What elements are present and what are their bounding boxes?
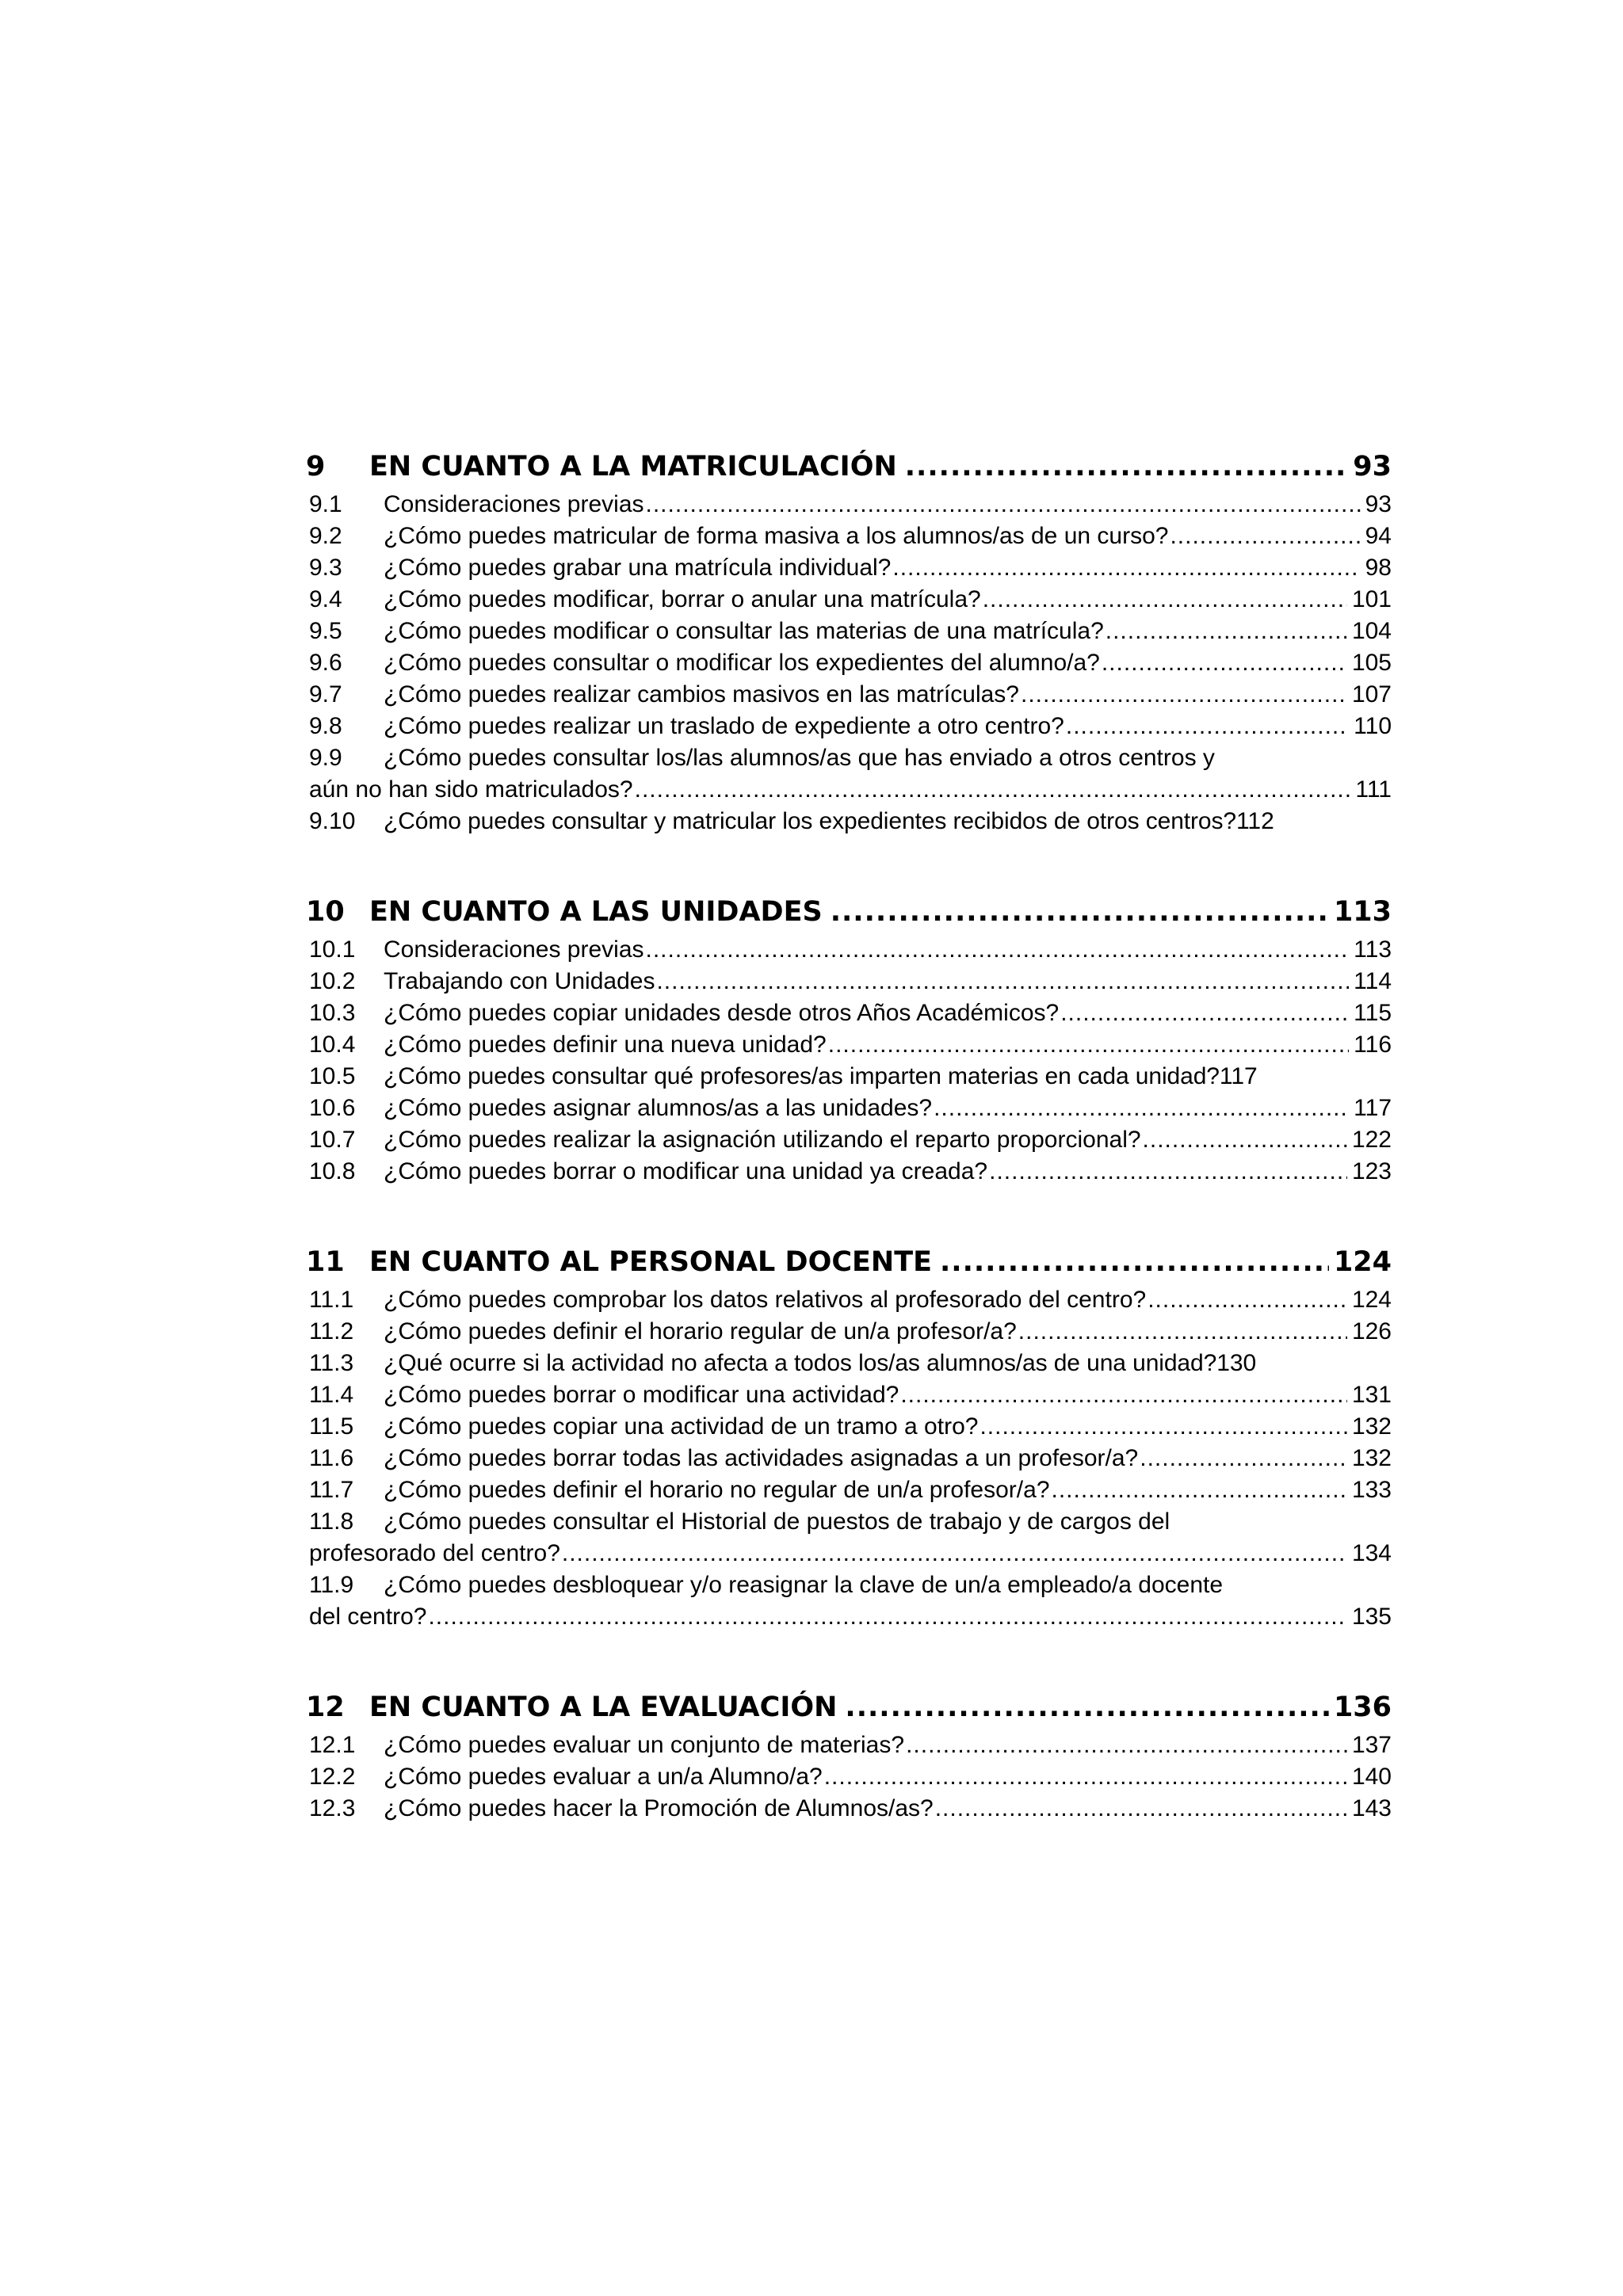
table-of-contents <box>306 448 1392 1880</box>
toc-entry[interactable] <box>306 647 1392 679</box>
dot-leader <box>562 1538 1347 1569</box>
entry-page-number: 107 <box>1351 681 1392 707</box>
toc-entry[interactable] <box>306 1379 1392 1411</box>
entry-page-number: 116 <box>1354 1032 1392 1058</box>
entry-number: 9.4 <box>309 586 342 612</box>
dot-leader <box>1021 679 1347 711</box>
entry-page-number: 131 <box>1351 1382 1392 1408</box>
dot-leader <box>831 893 1329 931</box>
dot-leader <box>1106 616 1347 647</box>
entry-page-number: 130 <box>1216 1350 1257 1376</box>
toc-entry[interactable] <box>306 679 1392 711</box>
dot-leader <box>1140 1443 1347 1474</box>
entry-page-number: 111 <box>1355 776 1392 803</box>
entry-number: 10.2 <box>309 968 356 994</box>
entry-title: ¿Cómo puedes definir una nueva unidad? <box>384 1032 827 1058</box>
entry-number: 9.9 <box>309 745 342 771</box>
entry-page-number: 132 <box>1351 1445 1392 1471</box>
dot-leader <box>905 448 1349 486</box>
entry-number: 11.1 <box>309 1287 354 1313</box>
entry-number: 9.3 <box>309 555 342 581</box>
entry-number: 11.5 <box>309 1413 354 1440</box>
entry-number: 11.4 <box>309 1382 354 1408</box>
entry-title: ¿Cómo puedes modificar o consultar las materias de una matrícula? <box>384 618 1104 644</box>
entry-page-number: 94 <box>1365 523 1392 549</box>
entry-page-number: 114 <box>1354 968 1392 994</box>
entry-page-number: 126 <box>1351 1318 1392 1344</box>
dot-leader <box>1060 997 1349 1029</box>
entry-title: ¿Cómo puedes copiar unidades desde otros Años Académicos? <box>384 1000 1060 1026</box>
toc-entry[interactable] <box>306 934 1392 966</box>
toc-entry[interactable] <box>306 1348 1392 1379</box>
dot-leader <box>828 1029 1349 1061</box>
entry-title: ¿Cómo puedes evaluar un conjunto de materias? <box>384 1732 905 1758</box>
toc-entry[interactable] <box>306 616 1392 647</box>
entry-page-number: 105 <box>1351 650 1392 676</box>
entry-number: 11.2 <box>309 1318 354 1344</box>
entry-title-line-1: ¿Cómo puedes consultar los/las alumnos/as que has enviado a otros centros y <box>384 745 1215 771</box>
dot-leader <box>1102 647 1347 679</box>
section-page-number: 136 <box>1333 1691 1392 1723</box>
entry-page-number: 117 <box>1354 1095 1392 1121</box>
dot-leader <box>934 1093 1349 1124</box>
entry-title: ¿Cómo puedes consultar y matricular los expedientes recibidos de otros centros? <box>384 808 1236 834</box>
entry-number: 11.9 <box>309 1572 354 1598</box>
toc-entry[interactable] <box>306 1061 1392 1093</box>
entry-title: Consideraciones previas <box>384 491 644 517</box>
entry-title: ¿Cómo puedes borrar o modificar una unidad ya creada? <box>384 1158 988 1184</box>
entry-title: ¿Cómo puedes consultar o modificar los expedientes del alumno/a? <box>384 650 1100 676</box>
entry-title: ¿Cómo puedes borrar o modificar una actividad? <box>384 1382 899 1408</box>
section-number: 12 <box>306 1691 345 1723</box>
entry-page-number: 104 <box>1351 618 1392 644</box>
toc-entry[interactable] <box>306 1569 1392 1601</box>
toc-entry[interactable] <box>306 1443 1392 1474</box>
section-number: 9 <box>306 451 326 482</box>
toc-entry-continuation[interactable] <box>306 1601 1392 1633</box>
dot-leader <box>983 584 1347 616</box>
entry-number: 9.6 <box>309 650 342 676</box>
entry-title-line-2: del centro? <box>309 1604 427 1630</box>
dot-leader <box>635 774 1351 806</box>
toc-entry[interactable] <box>306 584 1392 616</box>
dot-leader <box>824 1761 1347 1793</box>
toc-entry[interactable] <box>306 1474 1392 1506</box>
toc-entry[interactable] <box>306 742 1392 774</box>
dot-leader <box>1143 1124 1347 1156</box>
entry-number: 9.7 <box>309 681 342 707</box>
entry-page-number: 122 <box>1351 1127 1392 1153</box>
entry-number: 10.5 <box>309 1063 356 1089</box>
entry-title: ¿Cómo puedes realizar la asignación utilizando el reparto proporcional? <box>384 1127 1141 1153</box>
entry-page-number: 110 <box>1354 713 1392 739</box>
entry-number: 12.3 <box>309 1795 356 1821</box>
section-page-number: 124 <box>1333 1246 1392 1278</box>
entry-page-number: 115 <box>1354 1000 1392 1026</box>
entry-number: 10.7 <box>309 1127 356 1153</box>
dot-leader <box>1066 711 1349 742</box>
entry-number: 10.8 <box>309 1158 356 1184</box>
toc-entry[interactable] <box>306 1761 1392 1793</box>
section-heading[interactable] <box>306 1688 1392 1726</box>
toc-entry[interactable] <box>306 1124 1392 1156</box>
entry-page-number: 133 <box>1351 1477 1392 1503</box>
section-number: 11 <box>306 1246 345 1278</box>
toc-section-11 <box>306 1243 1392 1633</box>
toc-entry[interactable] <box>306 806 1426 837</box>
entry-number: 11.7 <box>309 1477 354 1503</box>
entry-page-number: 132 <box>1351 1413 1392 1440</box>
entry-number: 11.3 <box>309 1350 354 1376</box>
entry-page-number: 117 <box>1219 1063 1258 1089</box>
dot-leader <box>646 489 1361 521</box>
toc-entry[interactable] <box>306 966 1392 997</box>
entry-page-number: 137 <box>1351 1732 1392 1758</box>
section-title: EN CUANTO A LAS UNIDADES <box>369 896 823 928</box>
section-title: EN CUANTO AL PERSONAL DOCENTE <box>369 1246 932 1278</box>
entry-title: ¿Qué ocurre si la actividad no afecta a todos los/as alumnos/as de una unidad? <box>384 1350 1217 1376</box>
entry-title-line-2: aún no han sido matriculados? <box>309 776 633 803</box>
entry-title: Consideraciones previas <box>384 936 644 963</box>
dot-leader <box>1148 1284 1347 1316</box>
entry-number: 9.5 <box>309 618 342 644</box>
dot-leader <box>1170 521 1360 552</box>
toc-entry[interactable] <box>306 552 1392 584</box>
entry-number: 9.2 <box>309 523 342 549</box>
entry-number: 9.8 <box>309 713 342 739</box>
entry-title: ¿Cómo puedes asignar alumnos/as a las unidades? <box>384 1095 933 1121</box>
entry-page-number: 123 <box>1351 1158 1392 1184</box>
entry-title: Trabajando con Unidades <box>384 968 655 994</box>
dot-leader <box>892 552 1360 584</box>
entry-number: 9.1 <box>309 491 342 517</box>
entry-page-number: 140 <box>1351 1764 1392 1790</box>
section-title: EN CUANTO A LA MATRICULACIÓN <box>369 451 897 482</box>
entry-title: ¿Cómo puedes definir el horario regular de un/a profesor/a? <box>384 1318 1017 1344</box>
section-heading[interactable] <box>306 893 1392 931</box>
section-heading[interactable] <box>306 1243 1392 1281</box>
entry-page-number: 101 <box>1351 586 1392 612</box>
entry-number: 11.6 <box>309 1445 354 1471</box>
dot-leader <box>845 1688 1329 1726</box>
toc-entry[interactable] <box>306 1093 1392 1124</box>
entry-number: 10.1 <box>309 936 356 963</box>
toc-entry[interactable] <box>306 521 1392 552</box>
entry-page-number: 98 <box>1365 555 1392 581</box>
section-title: EN CUANTO A LA EVALUACIÓN <box>369 1691 838 1723</box>
entry-number: 10.6 <box>309 1095 356 1121</box>
toc-entry[interactable] <box>306 1730 1392 1761</box>
entry-title: ¿Cómo puedes modificar, borrar o anular una matrícula? <box>384 586 981 612</box>
dot-leader <box>900 1379 1347 1411</box>
toc-section-12 <box>306 1688 1392 1825</box>
dot-leader <box>646 934 1350 966</box>
section-number: 10 <box>306 896 345 928</box>
entry-page-number: 134 <box>1351 1540 1392 1566</box>
dot-leader <box>1018 1316 1347 1348</box>
dot-leader <box>656 966 1349 997</box>
entry-title: ¿Cómo puedes matricular de forma masiva a los alumnos/as de un curso? <box>384 523 1169 549</box>
toc-section-10 <box>306 893 1392 1188</box>
entry-number: 10.3 <box>309 1000 356 1026</box>
entry-number: 12.1 <box>309 1732 356 1758</box>
section-page-number: 93 <box>1353 451 1392 482</box>
dot-leader <box>1052 1474 1347 1506</box>
entry-page-number: 112 <box>1235 808 1274 834</box>
toc-entry[interactable] <box>306 1284 1392 1316</box>
entry-title: ¿Cómo puedes grabar una matrícula individual? <box>384 555 892 581</box>
toc-entry[interactable] <box>306 489 1392 521</box>
entry-title: ¿Cómo puedes copiar una actividad de un tramo a otro? <box>384 1413 979 1440</box>
toc-entry[interactable] <box>306 1029 1392 1061</box>
dot-leader <box>989 1156 1347 1188</box>
entry-page-number: 124 <box>1351 1287 1392 1313</box>
toc-entry[interactable] <box>306 1411 1392 1443</box>
dot-leader <box>906 1730 1347 1761</box>
entry-title: ¿Cómo puedes evaluar a un/a Alumno/a? <box>384 1764 823 1790</box>
entry-title: ¿Cómo puedes hacer la Promoción de Alumnos/as? <box>384 1795 934 1821</box>
section-page-number: 113 <box>1333 896 1392 928</box>
entry-title: ¿Cómo puedes borrar todas las actividades asignadas a un profesor/a? <box>384 1445 1139 1471</box>
section-heading[interactable] <box>306 448 1392 486</box>
entry-title: ¿Cómo puedes definir el horario no regular de un/a profesor/a? <box>384 1477 1050 1503</box>
entry-page-number: 143 <box>1351 1795 1392 1821</box>
dot-leader <box>935 1793 1347 1825</box>
entry-title: ¿Cómo puedes comprobar los datos relativos al profesorado del centro? <box>384 1287 1147 1313</box>
toc-entry[interactable] <box>306 711 1392 742</box>
entry-page-number: 135 <box>1351 1604 1392 1630</box>
dot-leader <box>428 1601 1347 1633</box>
entry-title: ¿Cómo puedes consultar qué profesores/as imparten materias en cada unidad? <box>384 1063 1220 1089</box>
toc-entry[interactable] <box>306 1316 1392 1348</box>
toc-entry[interactable] <box>306 997 1392 1029</box>
toc-entry[interactable] <box>306 1793 1392 1825</box>
toc-section-9 <box>306 448 1392 837</box>
toc-entry[interactable] <box>306 1506 1392 1538</box>
entry-title-line-1: ¿Cómo puedes consultar el Historial de puestos de trabajo y de cargos del <box>384 1508 1170 1535</box>
dot-leader <box>940 1243 1329 1281</box>
entry-title-line-2: profesorado del centro? <box>309 1540 560 1566</box>
entry-number: 9.10 <box>309 808 356 834</box>
entry-page-number: 113 <box>1354 936 1392 963</box>
dot-leader <box>980 1411 1346 1443</box>
toc-entry-continuation[interactable] <box>306 774 1392 806</box>
entry-page-number: 93 <box>1365 491 1392 517</box>
entry-number: 10.4 <box>309 1032 356 1058</box>
entry-title-line-1: ¿Cómo puedes desbloquear y/o reasignar la clave de un/a empleado/a docente <box>384 1572 1224 1598</box>
toc-entry-continuation[interactable] <box>306 1538 1392 1569</box>
entry-title: ¿Cómo puedes realizar un traslado de expediente a otro centro? <box>384 713 1064 739</box>
entry-number: 12.2 <box>309 1764 356 1790</box>
entry-number: 11.8 <box>309 1508 354 1535</box>
entry-title: ¿Cómo puedes realizar cambios masivos en las matrículas? <box>384 681 1019 707</box>
toc-entry[interactable] <box>306 1156 1392 1188</box>
